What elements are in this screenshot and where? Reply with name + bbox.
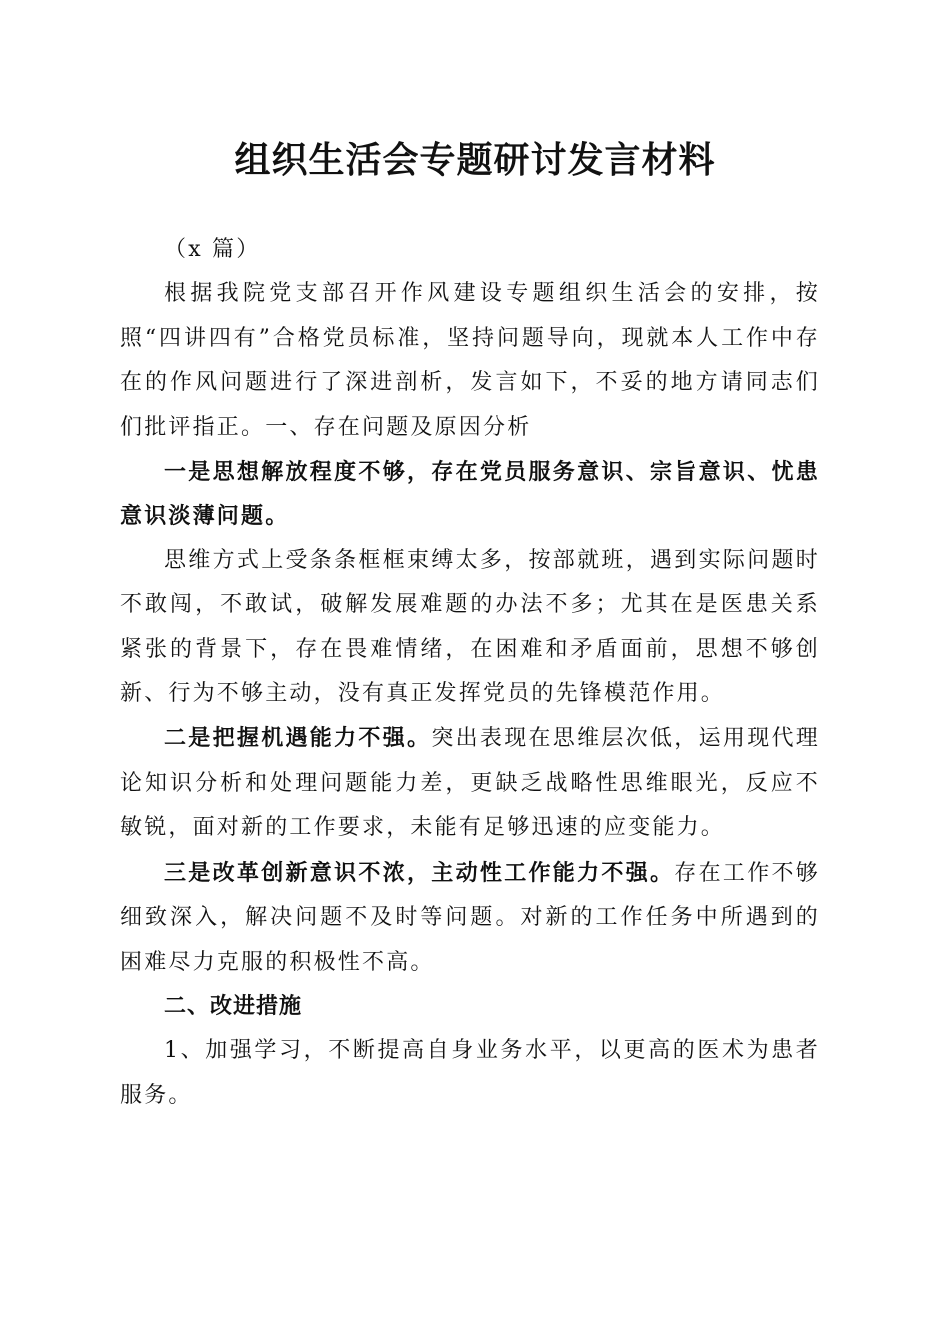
point2-lead: 二是把握机遇能力不强。 [164,725,432,752]
point1-heading: 一是思想解放程度不够，存在党员服务意识、宗旨意识、忧患意识淡薄问题。 [120,459,820,530]
point1-body: 思维方式上受条条框框束缚太多，按部就班，遇到实际问题时不敢闯，不敢试，破解发展难题的办法不多；尤其在是医患关系紧张的背景下，存在畏难情绪，在困难和矛盾面前，思想不够创新、行为不够主动，没有真正发挥党员的先锋模范作用。 [120,547,820,707]
subtitle: （x 篇） [164,237,261,262]
point3-lead: 三是改革创新意识不浓，主动性工作能力不强。 [164,859,675,886]
document-body [120,228,820,1118]
point3-paragraph [120,851,820,985]
section2-heading: 二、改进措施 [164,993,303,1019]
point3-body: 存在工作不够细致深入，解决问题不及时等问题。对新的工作任务中所遇到的困难尽力克服的积极性不高。 [120,860,820,975]
document-title: 组织生活会专题研讨发言材料 [234,139,716,181]
point2-paragraph [120,716,820,850]
point2-body: 突出表现在思维层次低，运用现代理论知识分析和处理问题能力差，更缺乏战略性思维眼光，反应不敏锐，面对新的工作要求，未能有足够迅速的应变能力。 [120,726,821,841]
intro-paragraph: 根据我院党支部召开作风建设专题组织生活会的安排，按照“四讲四有”合格党员标准，坚持问题导向，现就本人工作中存在的作风问题进行了深进剖析，发言如下，不妥的地方请同志们们批评指正。一、存在问题及原因分析 [120,281,820,440]
measure1-paragraph: 1、加强学习，不断提高自身业务水平，以更高的医术为患者服务。 [120,1038,820,1108]
